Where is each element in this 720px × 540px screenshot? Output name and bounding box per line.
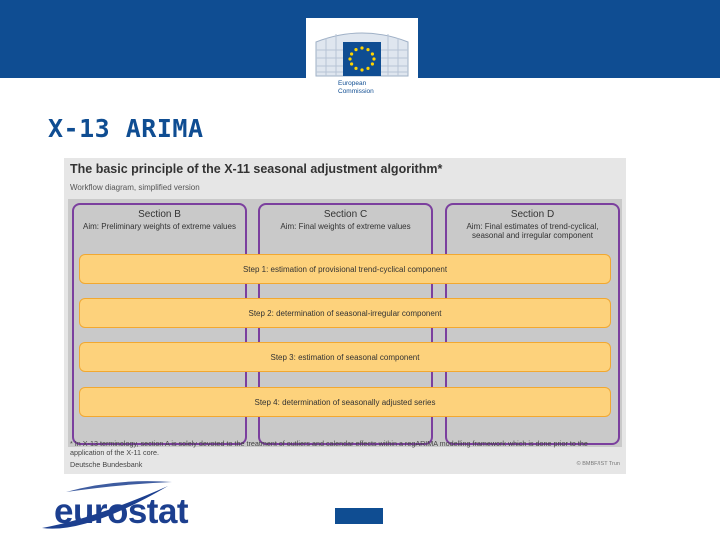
section-name: Section B: [138, 209, 181, 220]
slide-title: X-13 ARIMA: [48, 114, 204, 143]
european-commission-logo: [306, 18, 418, 102]
section-aim: Aim: Final weights of extreme values: [280, 222, 411, 231]
eurostat-logo: [36, 478, 189, 534]
section-name: Section D: [510, 209, 555, 220]
section-aim: Aim: Preliminary weights of extreme values: [83, 222, 236, 231]
x11-workflow-figure: [64, 158, 626, 474]
step-2-box: Step 2: determination of seasonal-irregular component: [79, 298, 611, 328]
step-4-box: Step 4: determination of seasonally adjusted series: [79, 387, 611, 417]
figure-subtitle: Workflow diagram, simplified version: [70, 183, 200, 192]
commission-label: European Commission: [338, 80, 374, 95]
commission-building-icon: [310, 20, 414, 78]
figure-footnote: * In X-13 terminology, section A is solely devoted to the treatment of outliers and calendar effects within a regARIMA modelling framework which is done prior to the application of the X-11 core.: [70, 439, 588, 457]
page-marker: [335, 508, 383, 524]
eurostat-wordmark: eurostat: [54, 492, 189, 531]
figure-title: The basic principle of the X-11 seasonal adjustment algorithm*: [70, 162, 443, 176]
section-name: Section C: [323, 209, 368, 220]
section-aim: Aim: Final estimates of trend-cyclical, seasonal and irregular component: [466, 222, 599, 240]
step-3-box: Step 3: estimation of seasonal component: [79, 342, 611, 372]
step-1-box: Step 1: estimation of provisional trend-cyclical component: [79, 254, 611, 284]
figure-source: Deutsche Bundesbank: [70, 460, 143, 469]
figure-credit: © BMBF/IST Trun: [576, 461, 620, 467]
